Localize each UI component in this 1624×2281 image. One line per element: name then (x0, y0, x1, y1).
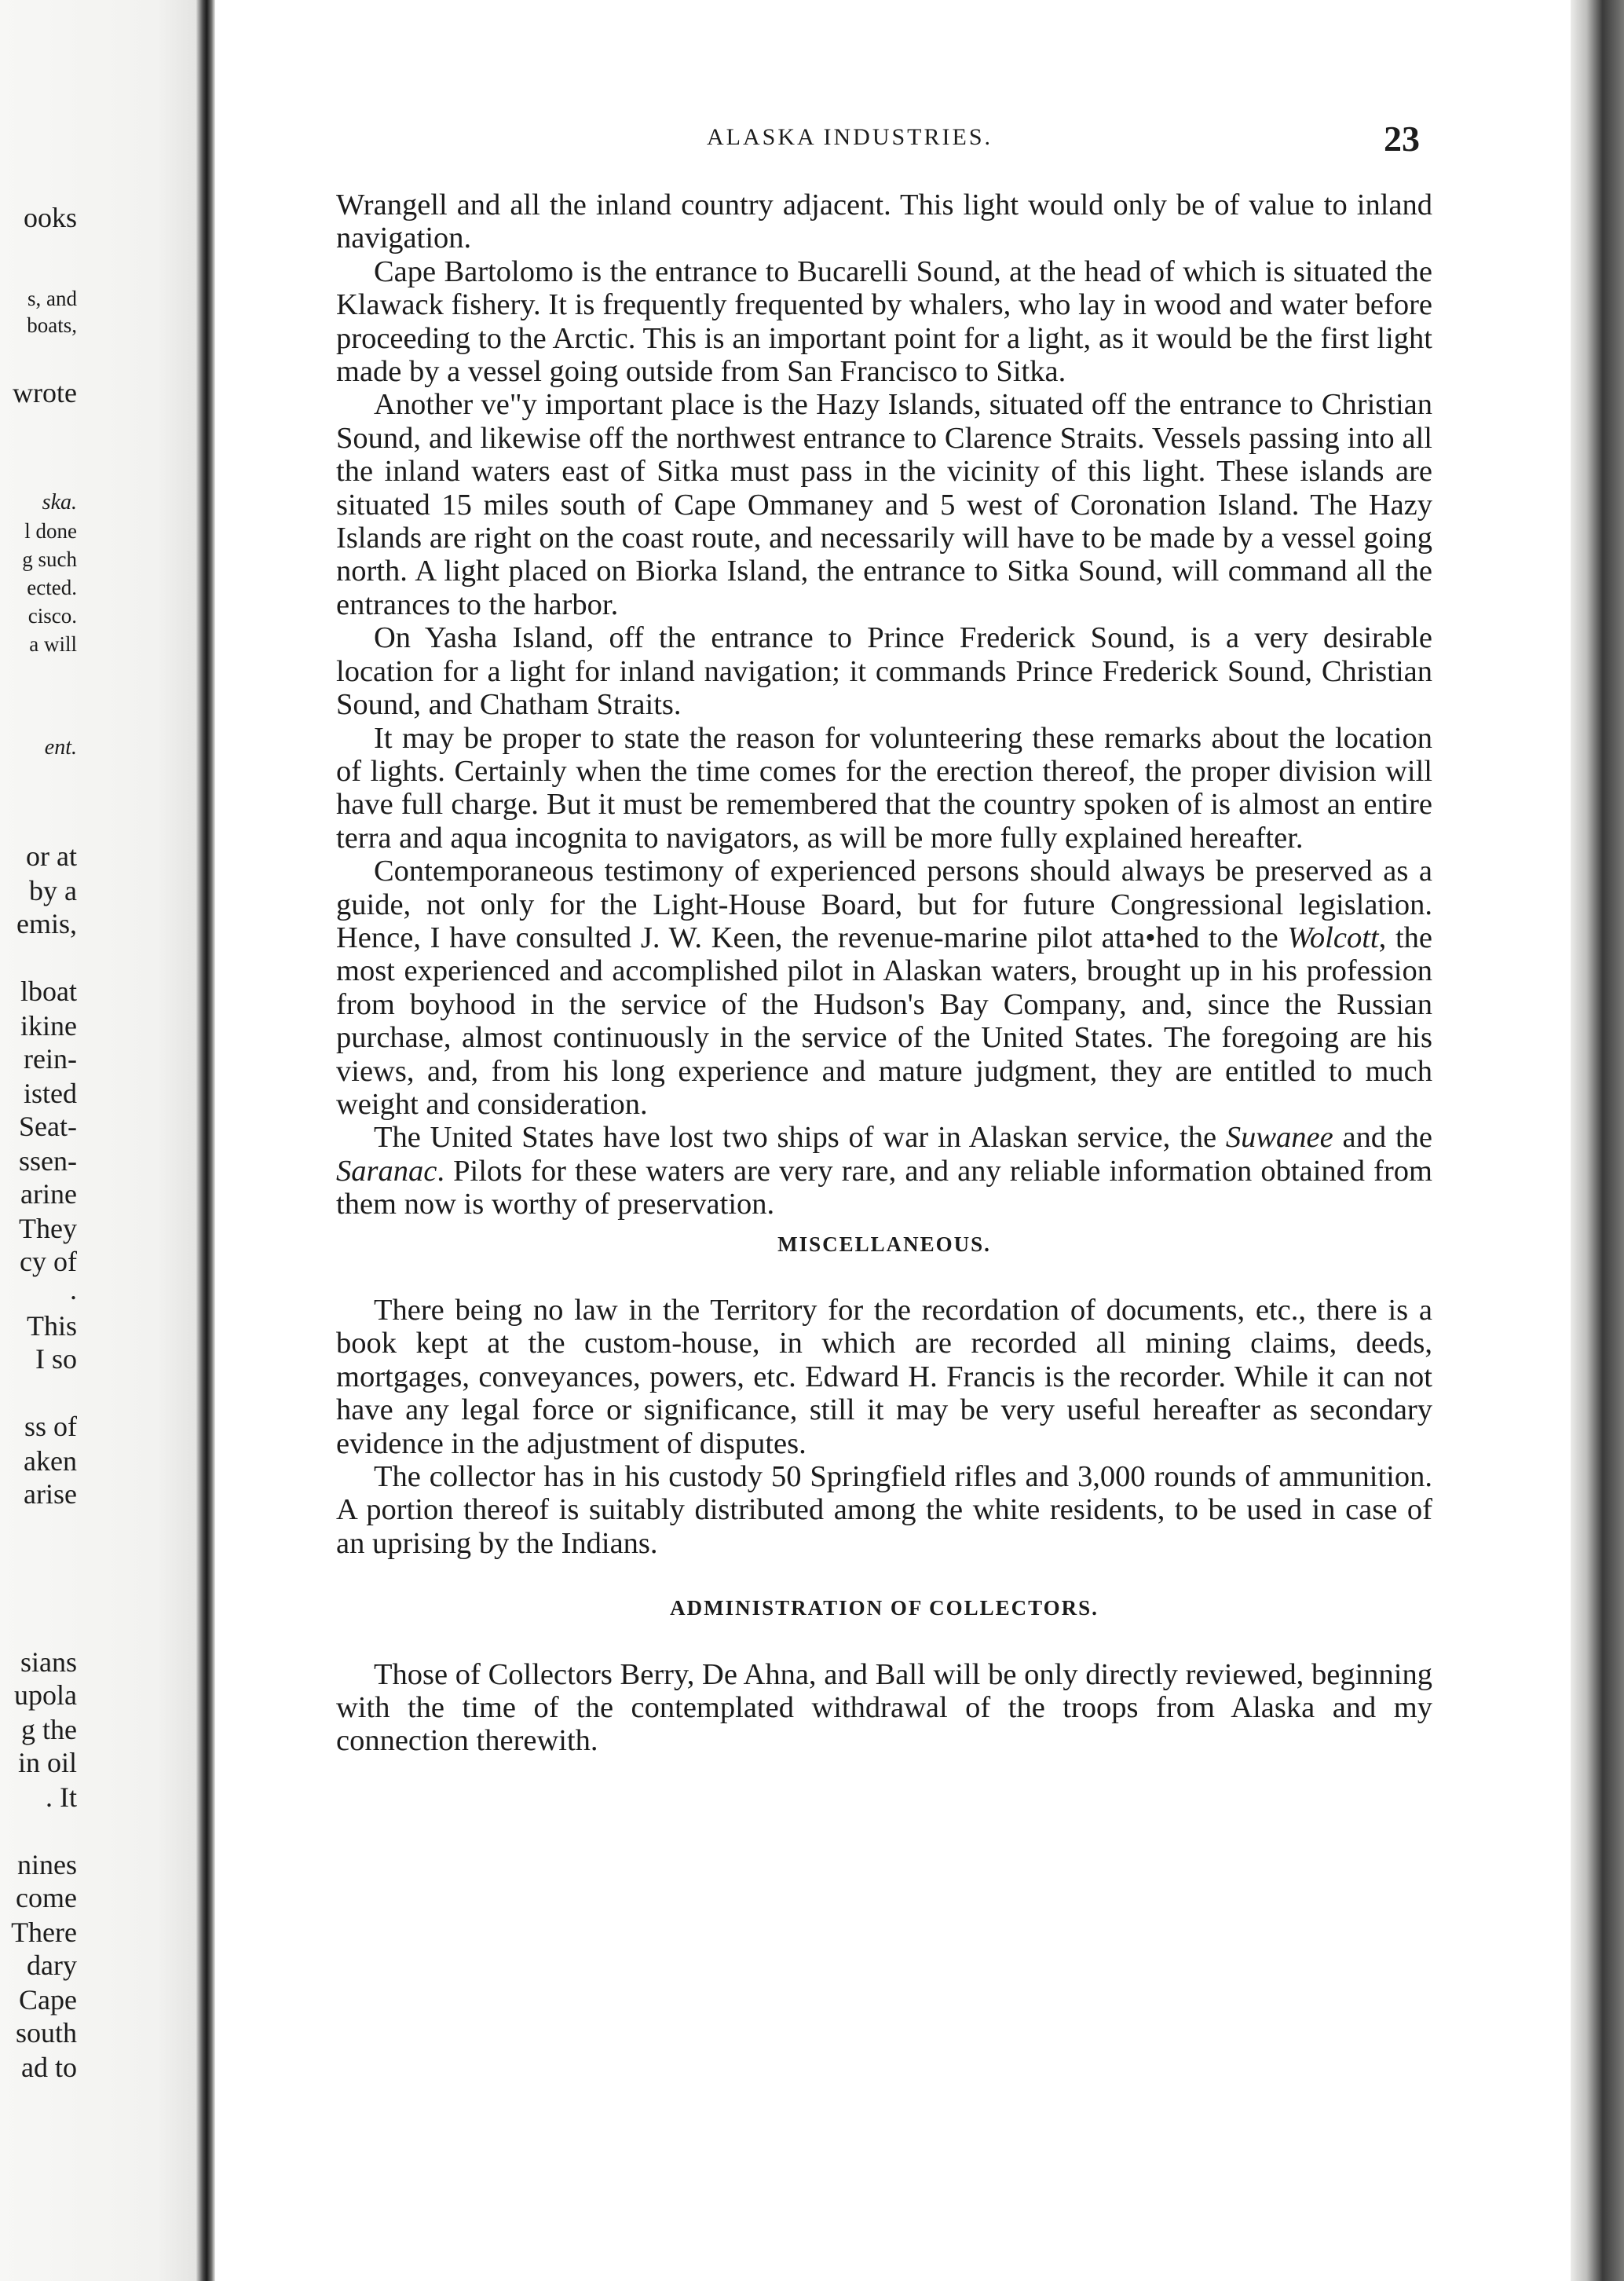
left-page-fragment: emis, (16, 908, 77, 939)
left-page-fragment: ssen- (19, 1145, 77, 1177)
vessel-name-wolcott: Wolcott (1287, 921, 1379, 954)
left-page-fragment: upola (14, 1679, 77, 1711)
left-page-fragment: cy of (20, 1246, 77, 1277)
left-page-fragment: or at (26, 840, 77, 872)
left-facing-page (0, 0, 196, 2281)
left-page-fragment: . It (46, 1781, 77, 1813)
left-page-fragment: g such (22, 547, 77, 571)
left-page-fragment: in oil (17, 1747, 77, 1778)
keen-text-part1: Contemporaneous testimony of experienced persons should always be preserved as a guide, not only for the Light-House Board, but for future Congressional legislation. Hence, I have consulted J. W. Keen, the revenue-marine pilot atta•hed to the (336, 855, 1432, 954)
page-edge-shadow (1571, 0, 1624, 2281)
left-page-fragment: sians (20, 1646, 77, 1678)
left-page-fragment: isted (24, 1078, 77, 1109)
left-page-fragment: a will (29, 632, 77, 656)
left-page-fragment: south (15, 2017, 77, 2049)
admin-paragraph: Those of Collectors Berry, De Ahna, and Ball will be only directly reviewed, beginning with the time of the contemplated withdrawal of the troops from Alaska and my connection therewith. (336, 1657, 1432, 1758)
section-heading-administration: ADMINISTRATION OF COLLECTORS. (670, 1596, 1099, 1620)
body-paragraph-keen (336, 855, 1432, 1121)
section-heading-miscellaneous: MISCELLANEOUS. (777, 1232, 991, 1256)
body-paragraph-ships (336, 1121, 1432, 1221)
left-page-fragment: They (19, 1213, 77, 1244)
left-page-fragment: ected. (27, 576, 77, 599)
left-page-fragment: ss of (24, 1411, 77, 1442)
body-paragraph: Another ve"y important place is the Hazy Islands, situated off the entrance to Christian Sound, and likewise off the northwest entrance to Clarence Straits. Vessels passing into all the inland waters east of Sitka must pass in the vicinity of this light. These islands are situated 15 miles south of Cape Ommaney and 5 west of Coronation Island. The Hazy Islands are right on the coast route, and necessarily will have to be made by a vessel going north. A light placed on Biorka Island, the entrance to Sitka Sound, will command all the entrances to the harbor. (336, 388, 1432, 621)
left-page-fragment: cisco. (27, 604, 77, 628)
left-page-fragment: arise (24, 1478, 77, 1510)
left-page-fragment: lboat (20, 976, 77, 1007)
left-page-fragment: There (11, 1917, 77, 1948)
left-page-fragment: boats, (27, 313, 77, 337)
ships-text-part3: . Pilots for these waters are very rare, and any reliable information obtained from them now is worthy of preservation. (336, 1154, 1432, 1221)
book-gutter (196, 0, 215, 2281)
left-page-fragment: wrote (13, 377, 77, 408)
misc-paragraph: The collector has in his custody 50 Springfield rifles and 3,000 rounds of ammunition. A portion thereof is suitably distributed among the white residents, to be used in case of an uprising by the Indians. (336, 1460, 1432, 1560)
page-body (336, 189, 1432, 1758)
left-page-fragment: . (70, 1274, 77, 1305)
misc-paragraph: There being no law in the Territory for the recordation of documents, etc., there is a book kept at the custom-house, in which are recorded all mining claims, deeds, mortgages, conveyances, powers, etc. Edward H. Francis is the recorder. While it can not have any legal force or significance, still it may be very useful hereafter as secondary evidence in the adjustment of disputes. (336, 1294, 1432, 1460)
body-paragraph: Cape Bartolomo is the entrance to Bucarelli Sound, at the head of which is situated the Klawack fishery. It is frequently frequented by whalers, who lay in wood and water before proceeding to the Arctic. This is an important point for a light, as it would be the first light made by a vessel going outside from San Francisco to Sitka. (336, 254, 1432, 389)
keen-text-part2: , the most experienced and accomplished pilot in Alaskan waters, brought up in his profession from boyhood in the service of the Hudson's Bay Company, and, since the Russian purchase, almost continuously in the service of the United States. The foregoing are his views, and, from his long experience and mature judgment, they are entitled to much weight and consideration. (336, 921, 1432, 1121)
left-page-fragment: s, and (27, 287, 77, 310)
ships-text-part1: The United States have lost two ships of war in Alaskan service, the (374, 1121, 1226, 1155)
left-page-fragment: ooks (23, 202, 77, 233)
left-page-fragment: nines (17, 1849, 77, 1880)
body-paragraph: It may be proper to state the reason for volunteering these remarks about the location of lights. Certainly when the time comes for the erection thereof, the proper division will have full charge. But it must be remembered that the country spoken of is almost an entire terra and aqua incognita to navigators, as will be more fully explained hereafter. (336, 721, 1432, 855)
left-page-fragment: Cape (19, 1984, 77, 2016)
left-page-fragment: dary (27, 1950, 77, 1981)
left-page-fragment: ad to (21, 2052, 77, 2083)
left-page-fragment: ikine (20, 1010, 77, 1042)
ship-name-suwanee: Suwanee (1225, 1121, 1333, 1155)
left-page-fragment: ent. (44, 735, 77, 760)
left-page-fragment: ska. (42, 490, 77, 514)
running-head: ALASKA INDUSTRIES. (707, 124, 993, 150)
left-page-fragment: by a (29, 875, 77, 906)
left-page-fragment: Seat- (19, 1111, 77, 1142)
ships-text-part2: and the (1333, 1121, 1432, 1155)
left-page-fragment: This (26, 1310, 77, 1342)
left-page-fragment: aken (24, 1445, 77, 1477)
left-page-fragment: arine (20, 1178, 77, 1210)
left-page-fragment: I so (35, 1343, 77, 1375)
page-number: 23 (1384, 119, 1420, 159)
left-page-fragment: l done (24, 519, 77, 543)
left-page-fragment: rein- (24, 1043, 77, 1075)
left-page-fragment: come (16, 1882, 77, 1913)
body-paragraph: On Yasha Island, off the entrance to Prince Frederick Sound, is a very desirable location for a light for inland navigation; it commands Prince Frederick Sound, Christian Sound, and Chatham Straits. (336, 621, 1432, 722)
left-page-fragment: g the (21, 1714, 77, 1745)
ship-name-saranac: Saranac (336, 1154, 437, 1188)
body-paragraph: Wrangell and all the inland country adjacent. This light would only be of value to inland navigation. (336, 189, 1432, 255)
